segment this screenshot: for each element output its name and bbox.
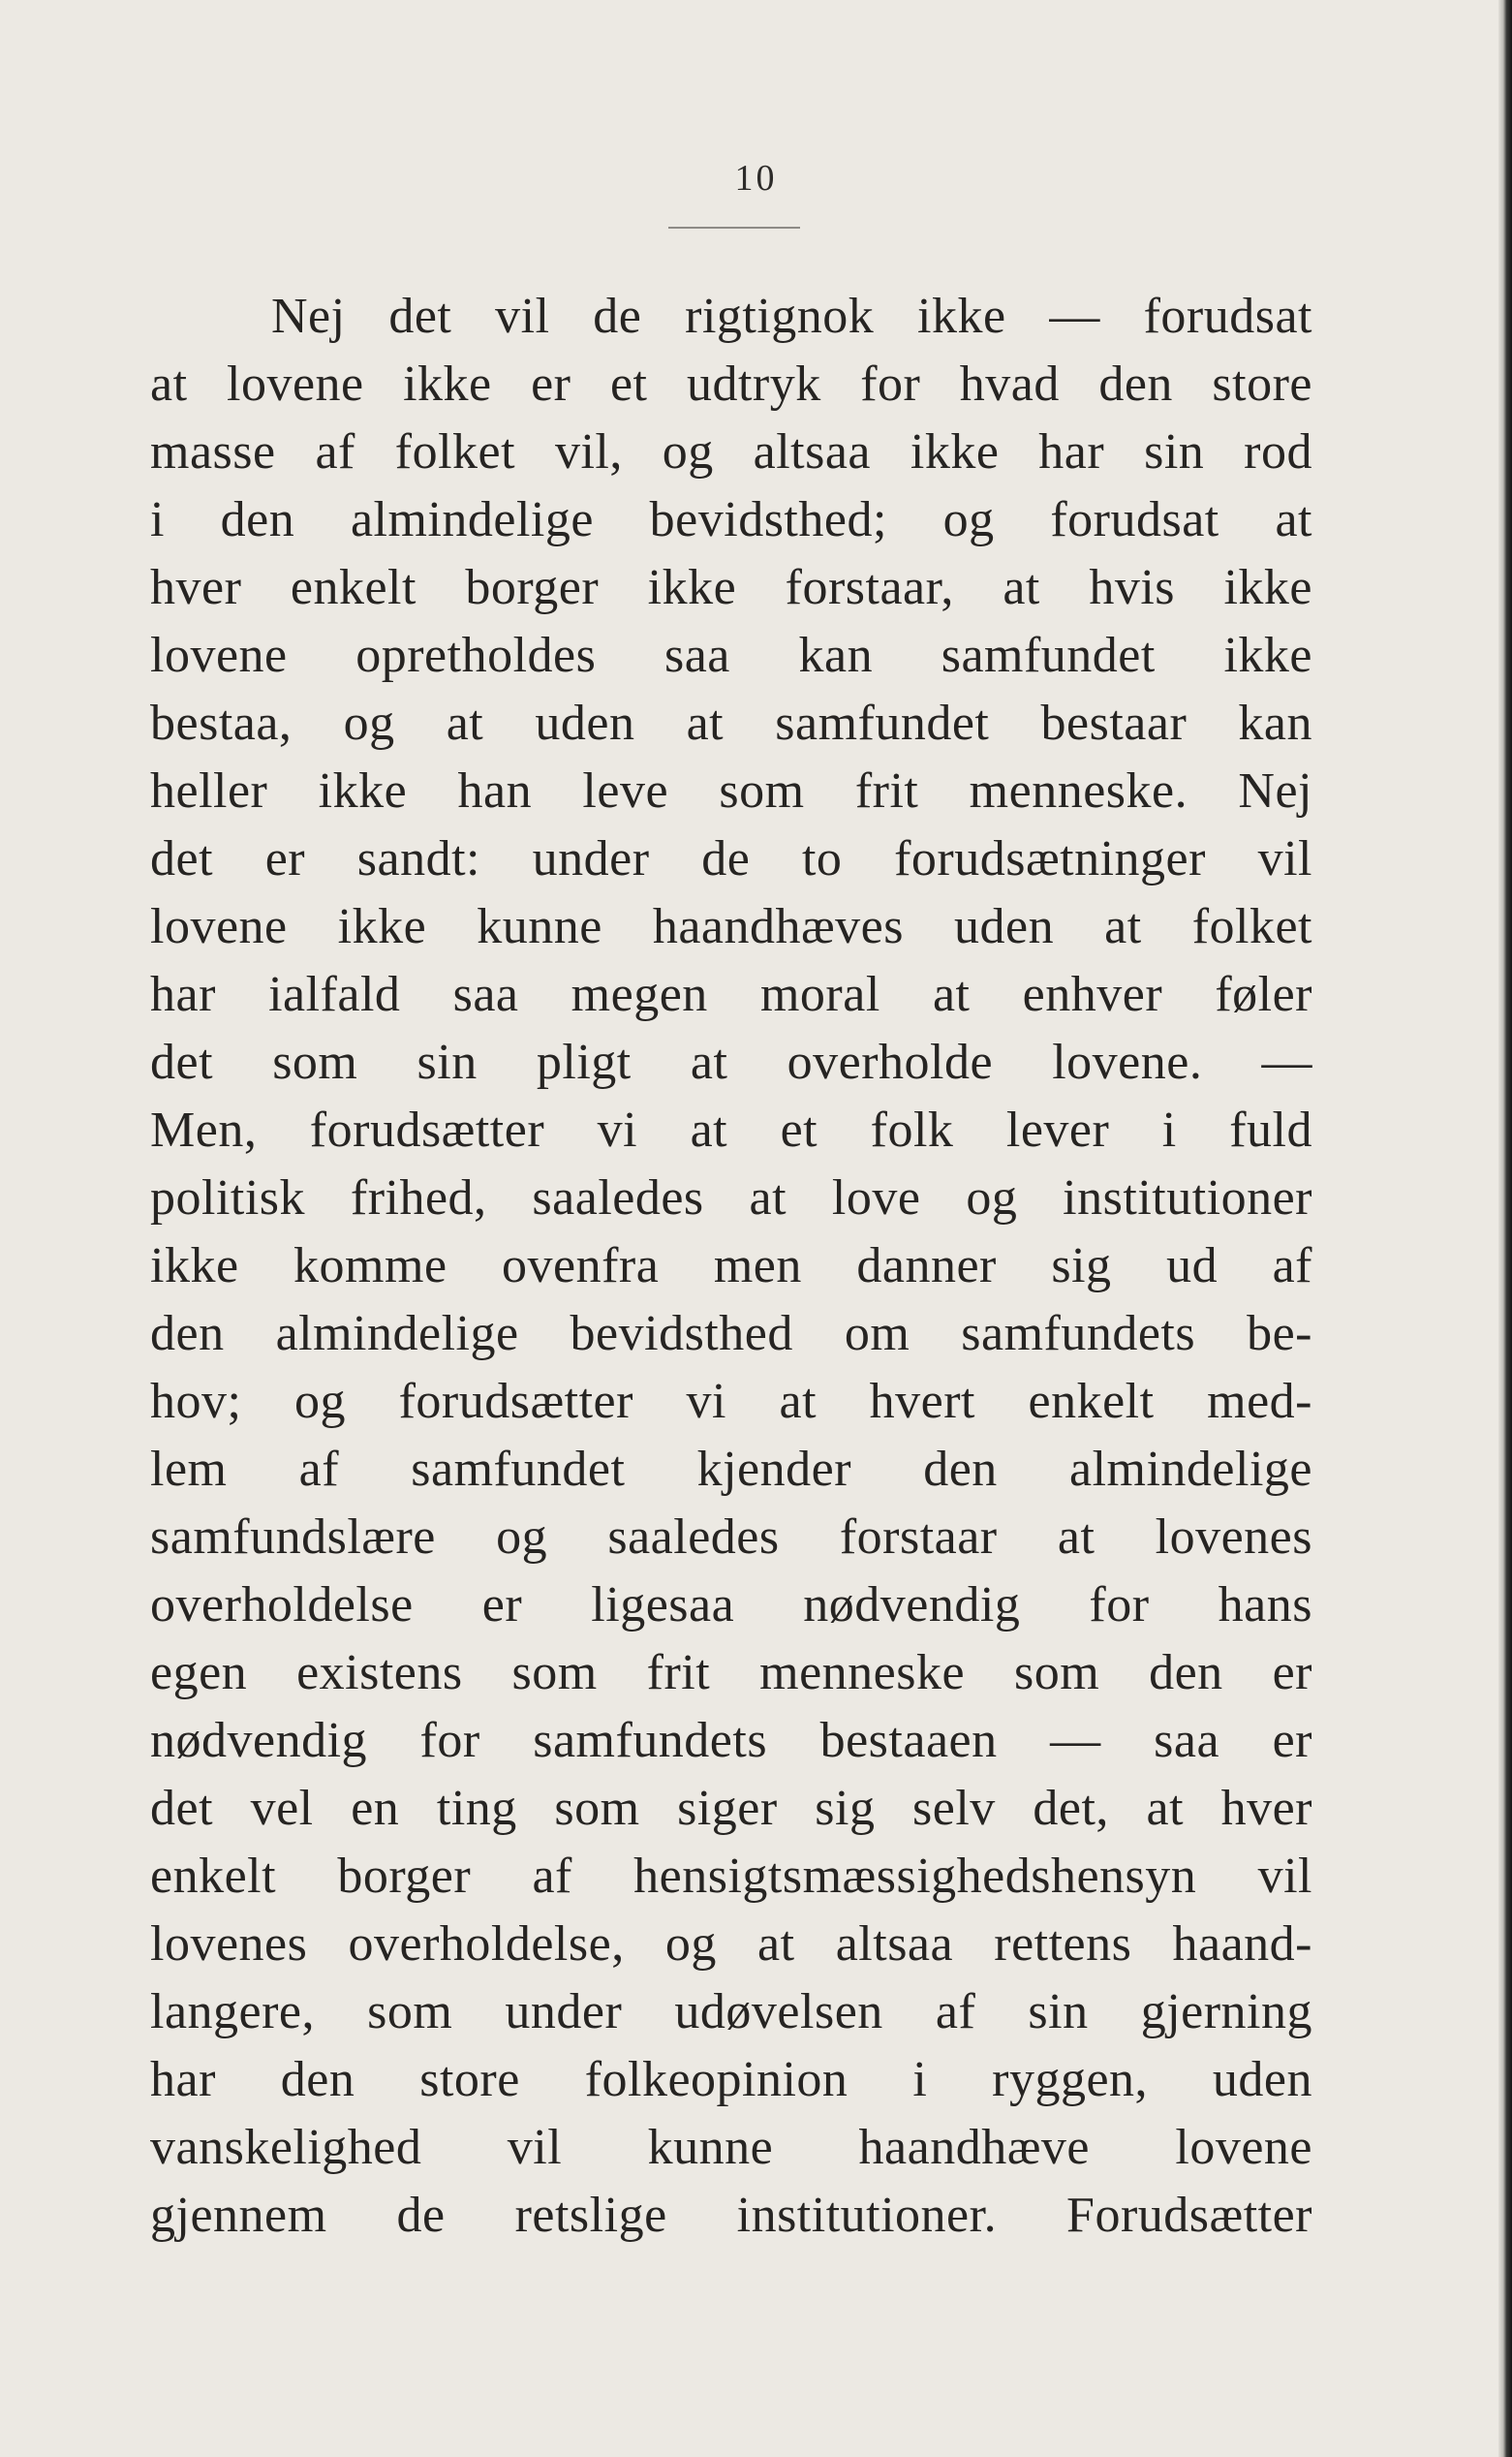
page-number: 10 bbox=[734, 158, 778, 199]
text-line: bestaa, og at uden at samfundet bestaar kan bbox=[150, 696, 1312, 751]
text-line: det som sin pligt at overholde lovene. — bbox=[150, 1035, 1312, 1090]
text-line: lem af samfundet kjender den almindelige bbox=[150, 1442, 1312, 1497]
text-line: nødvendig for samfundets bestaaen — saa er bbox=[150, 1713, 1312, 1768]
text-line: har ialfald saa megen moral at enhver føler bbox=[150, 967, 1312, 1022]
text-line: Nej det vil de rigtignok ikke — forudsat bbox=[271, 289, 1312, 344]
text-line: hver enkelt borger ikke forstaar, at hvis ikke bbox=[150, 560, 1312, 615]
text-line: det er sandt: under de to forudsætninger vil bbox=[150, 831, 1312, 886]
text-line: den almindelige bevidsthed om samfundets be- bbox=[150, 1306, 1312, 1361]
text-line: heller ikke han leve som frit menneske. Nej bbox=[150, 763, 1312, 819]
text-line: har den store folkeopinion i ryggen, uden bbox=[150, 2052, 1312, 2107]
text-line: egen existens som frit menneske som den er bbox=[150, 1645, 1312, 1700]
text-line: at lovene ikke er et udtryk for hvad den store bbox=[150, 357, 1312, 412]
text-line: lovene ikke kunne haandhæves uden at folket bbox=[150, 899, 1312, 954]
text-line: Men, forudsætter vi at et folk lever i fuld bbox=[150, 1103, 1312, 1158]
text-line: lovenes overholdelse, og at altsaa rettens haand- bbox=[150, 1916, 1312, 1972]
text-line: lovene opretholdes saa kan samfundet ikke bbox=[150, 628, 1312, 683]
text-line: overholdelse er ligesaa nødvendig for hans bbox=[150, 1577, 1312, 1633]
page-edge-shadow bbox=[1498, 0, 1512, 2457]
text-line: politisk frihed, saaledes at love og institutioner bbox=[150, 1170, 1312, 1226]
text-line: gjennem de retslige institutioner. Forudsætter bbox=[150, 2188, 1312, 2243]
text-line: samfundslære og saaledes forstaar at lovenes bbox=[150, 1509, 1312, 1565]
header-rule bbox=[668, 227, 800, 229]
text-line: masse af folket vil, og altsaa ikke har sin rod bbox=[150, 424, 1312, 480]
text-line: hov; og forudsætter vi at hvert enkelt med- bbox=[150, 1374, 1312, 1429]
text-line: langere, som under udøvelsen af sin gjerning bbox=[150, 1984, 1312, 2039]
text-line: det vel en ting som siger sig selv det, at hver bbox=[150, 1781, 1312, 1836]
body-text bbox=[150, 283, 1312, 2250]
text-line: i den almindelige bevidsthed; og forudsat at bbox=[150, 492, 1312, 547]
text-line: enkelt borger af hensigtsmæssighedshensyn vil bbox=[150, 1849, 1312, 1904]
text-line: ikke komme ovenfra men danner sig ud af bbox=[150, 1238, 1312, 1293]
text-line: vanskelighed vil kunne haandhæve lovene bbox=[150, 2120, 1312, 2175]
